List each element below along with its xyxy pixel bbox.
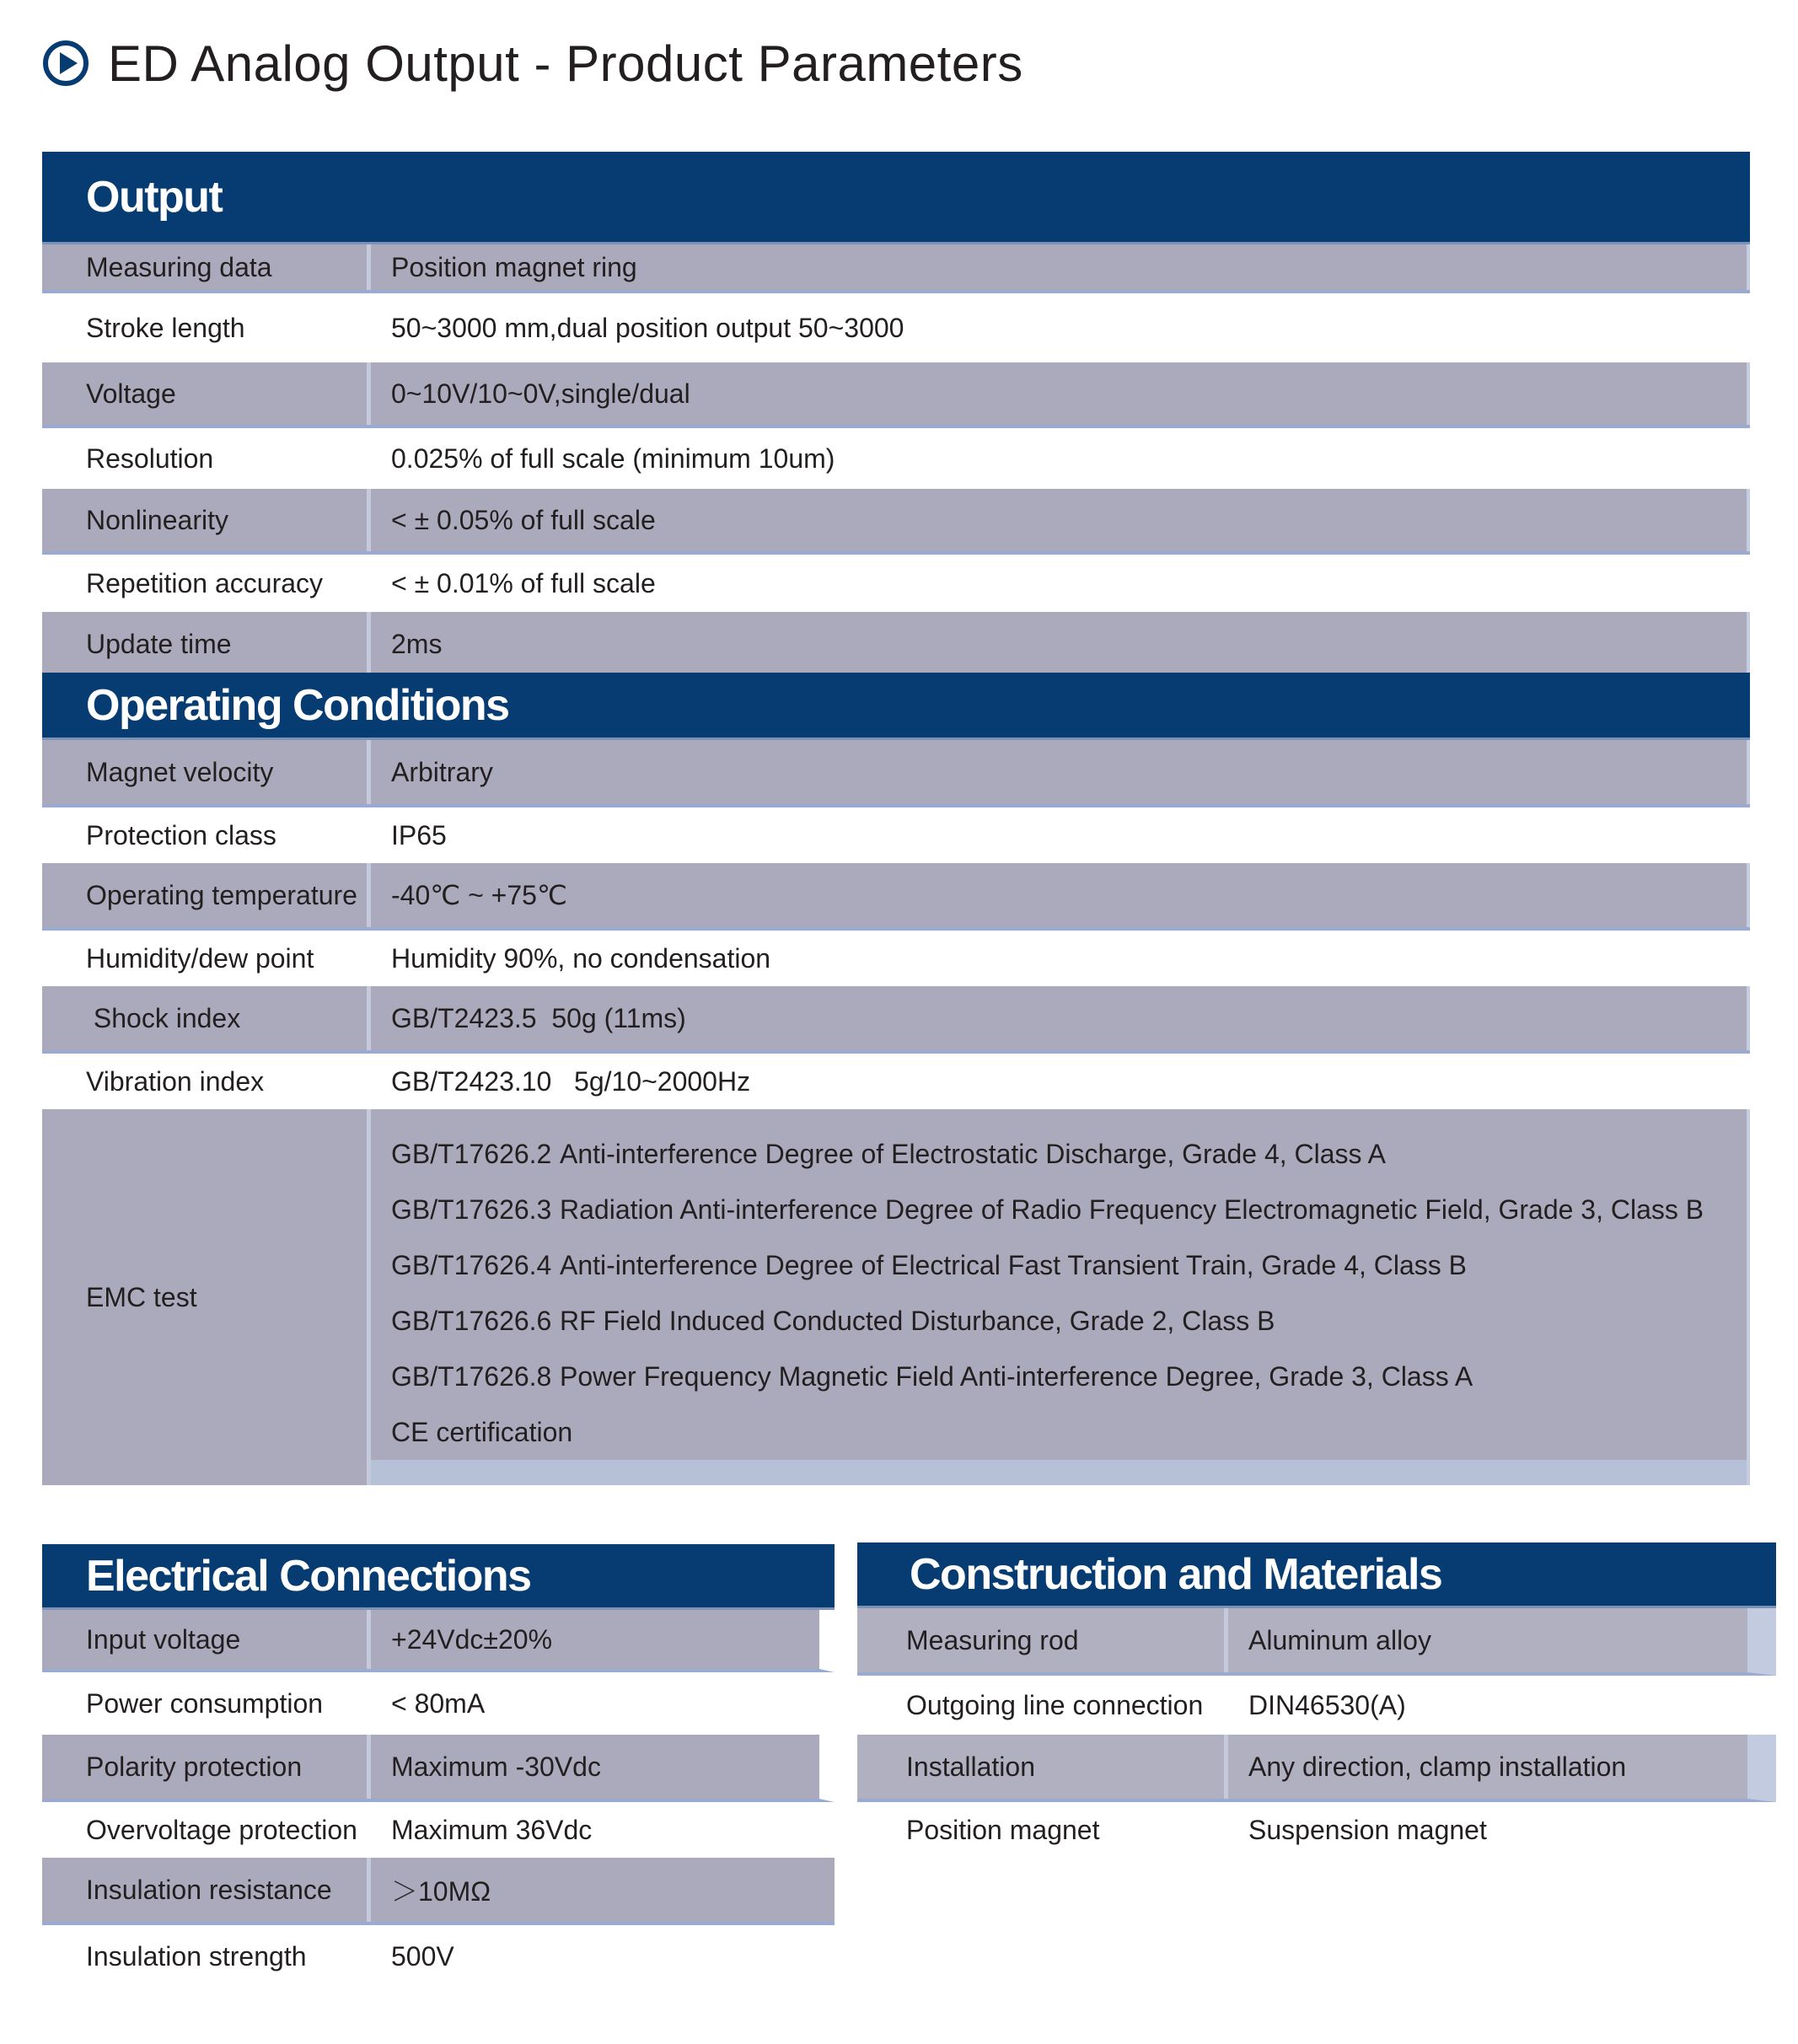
spec-row	[857, 1735, 1776, 1802]
spec-value: Humidity 90%, no condensation	[391, 942, 771, 974]
spec-label: Voltage	[42, 362, 371, 425]
operating-heading: Operating Conditions	[42, 673, 1750, 740]
electrical-heading: Electrical Connections	[42, 1544, 835, 1610]
emc-line	[391, 1404, 572, 1460]
spec-row	[42, 740, 1750, 807]
emc-line	[391, 1182, 1704, 1237]
spec-label: Magnet velocity	[42, 740, 371, 804]
emc-standard-text: RF Field Induced Conducted Disturbance, Grade 2, Class B	[560, 1305, 1275, 1336]
spec-row	[42, 1858, 835, 1925]
spec-label: Polarity protection	[42, 1735, 371, 1799]
spec-label: Operating temperature	[42, 863, 371, 927]
page-header	[42, 25, 1023, 101]
spec-row	[42, 428, 1750, 489]
spec-row	[857, 1676, 1776, 1735]
row-edge	[1747, 244, 1750, 290]
page-title: ED Analog Output - Product Parameters	[108, 35, 1023, 92]
operating-section	[42, 673, 1750, 1485]
emc-line	[391, 1126, 1386, 1182]
spec-row	[42, 986, 1750, 1054]
emc-standard-code: GB/T17626.3	[391, 1194, 552, 1225]
spec-label: Update time	[42, 612, 371, 676]
spec-value: Any direction, clamp installation	[1248, 1751, 1627, 1782]
spec-label: Insulation strength	[86, 1940, 307, 1972]
spec-label: Nonlinearity	[42, 489, 371, 551]
spec-row	[42, 1802, 835, 1858]
row-edge	[1747, 740, 1750, 804]
spec-value: 50~3000 mm,dual position output 50~3000	[391, 312, 904, 343]
spec-row	[42, 1735, 835, 1802]
output-section	[42, 152, 1750, 679]
emc-row	[42, 1109, 1750, 1485]
emc-standard-code: GB/T17626.4	[391, 1249, 552, 1280]
spec-row	[42, 1925, 835, 1988]
row-edge	[1747, 863, 1750, 927]
spec-label: Installation	[857, 1735, 1228, 1799]
spec-label: Overvoltage protection	[86, 1814, 357, 1845]
electrical-section	[42, 1544, 835, 1988]
row-edge	[1747, 1109, 1750, 1485]
spec-value: 0~10V/10~0V,single/dual	[391, 378, 690, 409]
spec-value: GB/T2423.5 50g (11ms)	[391, 1002, 686, 1033]
spec-value: 500V	[391, 1940, 454, 1972]
spec-row	[42, 1610, 835, 1672]
spec-value: 0.025% of full scale (minimum 10um)	[391, 443, 835, 474]
emc-standard-code: GB/T17626.8	[391, 1360, 552, 1392]
spec-value: < 80mA	[391, 1687, 486, 1719]
emc-standard-text: Power Frequency Magnetic Field Anti-interference Degree, Grade 3, Class A	[560, 1360, 1473, 1392]
emc-standard-text: Anti-interference Degree of Electrical Fast Transient Train, Grade 4, Class B	[560, 1249, 1468, 1280]
spec-label: Position magnet	[906, 1814, 1100, 1845]
emc-line	[391, 1293, 1275, 1349]
spec-value: < ± 0.05% of full scale	[391, 504, 656, 535]
emc-standard-code: GB/T17626.2	[391, 1138, 552, 1169]
emc-line	[391, 1237, 1467, 1293]
play-circle-icon	[42, 40, 89, 87]
spec-label: Repetition accuracy	[86, 567, 324, 598]
spec-value: Position magnet ring	[391, 251, 637, 282]
emc-standard-code: GB/T17626.6	[391, 1305, 552, 1336]
emc-standard-text: Anti-interference Degree of Electrostatic Discharge, Grade 4, Class A	[560, 1138, 1386, 1169]
spec-row	[42, 293, 1750, 362]
spec-value: -40℃ ~ +75℃	[391, 880, 567, 910]
spec-label: Protection class	[86, 819, 276, 850]
spec-value: 2ms	[391, 628, 443, 659]
spec-row	[857, 1608, 1776, 1676]
spec-row	[42, 931, 1750, 986]
spec-label: Resolution	[86, 443, 214, 474]
spec-row	[42, 244, 1750, 293]
spec-row	[857, 1802, 1776, 1858]
spec-label: Measuring rod	[857, 1608, 1228, 1672]
emc-standard-text: Radiation Anti-interference Degree of Radio Frequency Electromagnetic Field, Grade 3, Class B	[560, 1194, 1704, 1225]
spec-value: < ± 0.01% of full scale	[391, 567, 656, 598]
spec-value: +24Vdc±20%	[391, 1623, 553, 1655]
spec-row	[42, 489, 1750, 555]
spec-row	[42, 863, 1750, 931]
spec-value: IP65	[391, 819, 447, 850]
spec-row	[42, 555, 1750, 612]
spec-row	[42, 612, 1750, 679]
spec-row	[42, 362, 1750, 428]
spec-row	[42, 807, 1750, 863]
spec-row	[42, 1672, 835, 1735]
spec-value: GB/T2423.10 5g/10~2000Hz	[391, 1065, 751, 1097]
spec-label: Vibration index	[86, 1065, 265, 1097]
spec-label: EMC test	[42, 1109, 371, 1485]
spec-label: Stroke length	[86, 312, 245, 343]
spec-label: Measuring data	[42, 244, 371, 290]
spec-label: Insulation resistance	[42, 1858, 371, 1922]
spec-value: Maximum 36Vdc	[391, 1814, 593, 1845]
spec-value: DIN46530(A)	[1248, 1689, 1406, 1720]
construction-heading: Construction and Materials	[857, 1542, 1776, 1608]
spec-value: ＞10MΩ	[391, 1876, 491, 1907]
output-heading: Output	[42, 152, 1750, 244]
construction-section	[857, 1542, 1776, 1858]
row-edge	[1747, 362, 1750, 425]
spec-value: Suspension magnet	[1248, 1814, 1487, 1845]
emc-line	[391, 1349, 1473, 1404]
row-edge	[1747, 489, 1750, 551]
row-edge	[1747, 986, 1750, 1050]
spec-value: Arbitrary	[391, 756, 493, 787]
spec-label: Shock index	[42, 986, 371, 1050]
spec-label: Input voltage	[42, 1610, 371, 1669]
emc-certification: CE certification	[391, 1416, 573, 1447]
emc-value-list	[371, 1109, 1750, 1485]
spec-row	[42, 1054, 1750, 1109]
spec-value: Maximum -30Vdc	[391, 1751, 601, 1782]
spec-label: Power consumption	[86, 1687, 324, 1719]
row-edge	[1747, 612, 1750, 676]
spec-value: Aluminum alloy	[1248, 1624, 1431, 1655]
spec-label: Outgoing line connection	[906, 1689, 1204, 1720]
spec-label: Humidity/dew point	[86, 942, 314, 974]
